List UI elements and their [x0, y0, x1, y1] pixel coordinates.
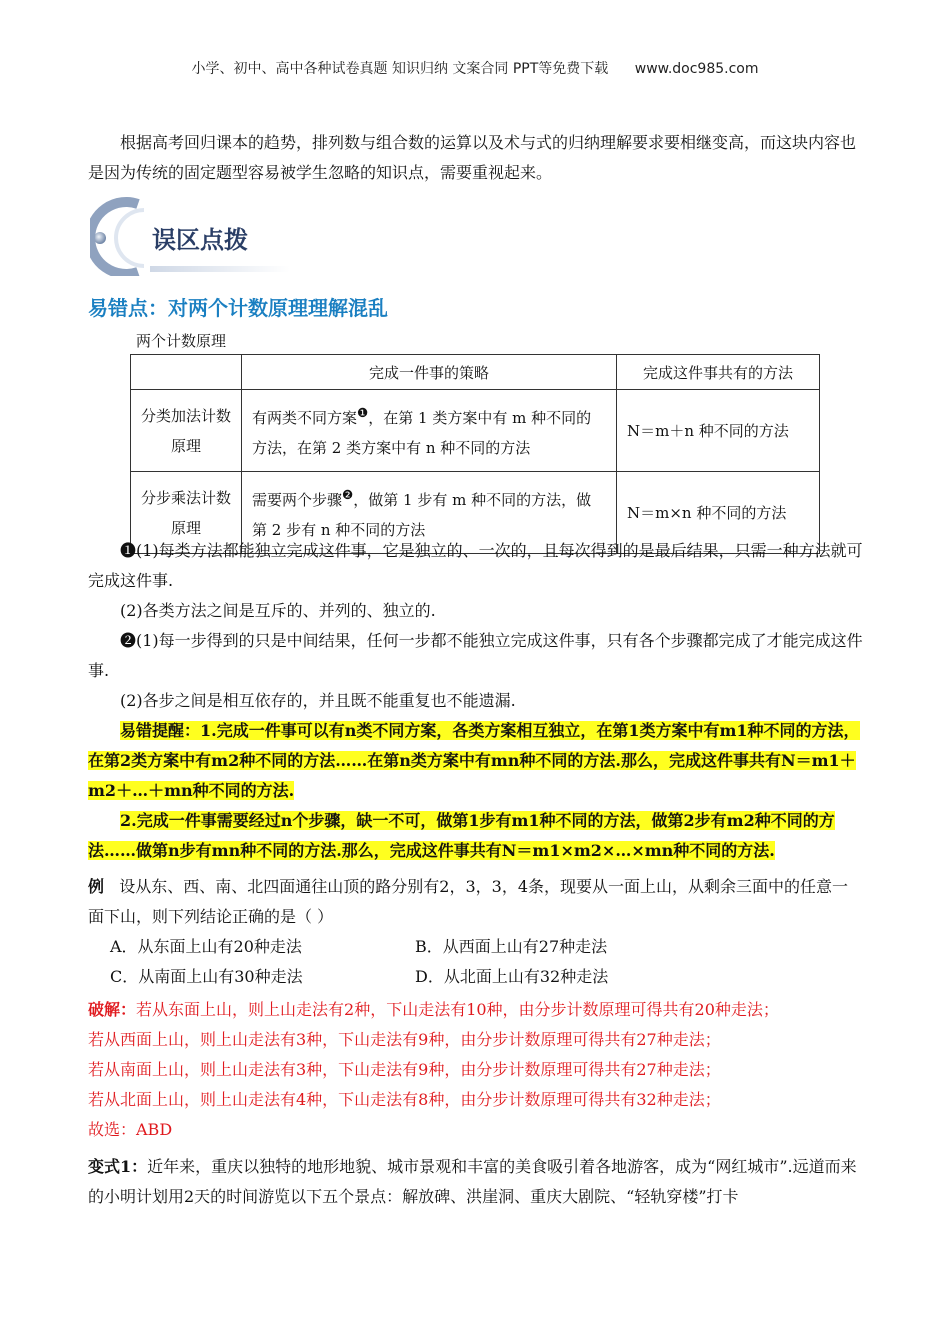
- option-row: [88, 932, 863, 962]
- principle-result: N＝m×n 种不同的方法: [617, 472, 820, 554]
- header-site-link[interactable]: www.doc985.com: [634, 61, 759, 77]
- table-header-row: [131, 355, 820, 390]
- table-header-cell: 完成这件事共有的方法: [617, 355, 820, 390]
- principle-strategy: [242, 390, 617, 472]
- question-text: 设从东、西、南、北四面通往山顶的路分别有2，3，3，4条，现要从一面上山，从剩余三面中的任意一面下山，则下列结论正确的是（ ）: [88, 877, 849, 926]
- solution-answer: 故选：ABD: [88, 1120, 173, 1139]
- intro-paragraph: 根据高考回归课本的趋势，排列数与组合数的运算以及术与式的归纳理解要求要相继变高，而这块内容也是因为传统的固定题型容易被学生忽略的知识点，需要重视起来。: [88, 133, 857, 182]
- reminder-paragraph: [88, 806, 863, 866]
- variant-label: 变式1：: [88, 1157, 148, 1176]
- solution-line: [88, 995, 863, 1025]
- section-badge-label: 误区点拨: [152, 226, 248, 254]
- strategy-text: 需要两个步骤: [252, 491, 343, 509]
- section-badge-graphic: [90, 196, 300, 276]
- reminder-text: 2.完成一件事需要经过n个步骤，缺一不可，做第1步有m1种不同的方法，做第2步有m2种不同的方法……做第n步有mn种不同的方法.那么，完成这件事共有N＝m1×m2×…×mn种不同的方法.: [88, 811, 835, 860]
- solution-line: 若从南面上山，则上山走法有3种，下山走法有9种，由分步计数原理可得共有27种走法；: [88, 1060, 721, 1079]
- note-paragraph: (2)各类方法之间是互斥的、并列的、独立的.: [120, 601, 436, 620]
- example-question: [88, 872, 863, 932]
- option-row: [88, 962, 863, 992]
- note-paragraph: (2)各步之间是相互依存的，并且既不能重复也不能遗漏.: [120, 691, 516, 710]
- option-a: A．从东面上山有20种走法: [110, 937, 302, 956]
- variant-text: 近年来，重庆以独特的地形地貌、城市景观和丰富的美食吸引着各地游客，成为“网红城市”.远道而来的小明计划用2天的时间游览以下五个景点：解放碑、洪崖洞、重庆大剧院、“轻轨穿楼”打卡: [88, 1157, 857, 1206]
- option-d: D．从北面上山有32种走法: [415, 967, 609, 986]
- variant-block: [88, 1152, 863, 1212]
- variant-paragraph: [88, 1152, 863, 1212]
- principle-name: 分步乘法计数原理: [131, 472, 242, 554]
- error-point-title: 易错点：对两个计数原理理解混乱: [88, 296, 388, 320]
- header-text: 小学、初中、高中各种试卷真题 知识归纳 文案合同 PPT等免费下载: [191, 61, 609, 77]
- note-paragraph: ❶(1)每类方法都能独立完成这件事，它是独立的、一次的，且每次得到的是最后结果，只需一种方法就可完成这件事.: [88, 541, 863, 590]
- principle-result: N＝m＋n 种不同的方法: [617, 390, 820, 472]
- principle-name: 分类加法计数原理: [131, 390, 242, 472]
- strategy-text: 有两类不同方案: [252, 409, 358, 427]
- strategy-text: ，做第 1 步有 m 种不同的方法，做第 2 步有 n 种不同的方法: [252, 491, 592, 539]
- option-b: B．从西面上山有27种走法: [415, 937, 608, 956]
- solution-label: 破解：: [88, 1000, 137, 1019]
- section-badge: [90, 196, 300, 276]
- counting-principles-table: [130, 354, 820, 554]
- reminder-paragraph: [88, 716, 863, 806]
- table-caption: 两个计数原理: [136, 332, 227, 350]
- footnote-mark: ❶: [357, 405, 369, 420]
- example-block: [88, 872, 863, 992]
- table-header-cell: 完成一件事的策略: [242, 355, 617, 390]
- note-paragraph: ❷(1)每一步得到的只是中间结果，任何一步都不能独立完成这件事，只有各个步骤都完成了才能完成这件事.: [88, 631, 863, 680]
- strategy-text: ，在第 1 类方案中有 m 种不同的方法，在第 2 类方案中有 n 种不同的方法: [252, 409, 592, 457]
- footnote-mark: ❷: [342, 487, 354, 502]
- option-c: C．从南面上山有30种走法: [110, 967, 303, 986]
- table-row: [131, 390, 820, 472]
- example-label: 例: [88, 877, 105, 896]
- reminder-text: 易错提醒：1.完成一件事可以有n类不同方案，各类方案相互独立，在第1类方案中有m1种不同的方法，在第2类方案中有m2种不同的方法……在第n类方案中有mn种不同的方法.那么，完成这件事共有N＝m1＋m2＋…＋mn种不同的方法.: [88, 721, 860, 800]
- solution-block: [88, 995, 863, 1145]
- table-header-cell: [131, 355, 242, 390]
- solution-line: 若从北面上山，则上山走法有4种，下山走法有8种，由分步计数原理可得共有32种走法；: [88, 1090, 721, 1109]
- solution-line: 若从西面上山，则上山走法有3种，下山走法有9种，由分步计数原理可得共有27种走法；: [88, 1030, 721, 1049]
- solution-text: 若从东面上山，则上山走法有2种，下山走法有10种，由分步计数原理可得共有20种走法；: [136, 1000, 779, 1019]
- page-header: [0, 58, 950, 78]
- notes-block: [88, 536, 863, 866]
